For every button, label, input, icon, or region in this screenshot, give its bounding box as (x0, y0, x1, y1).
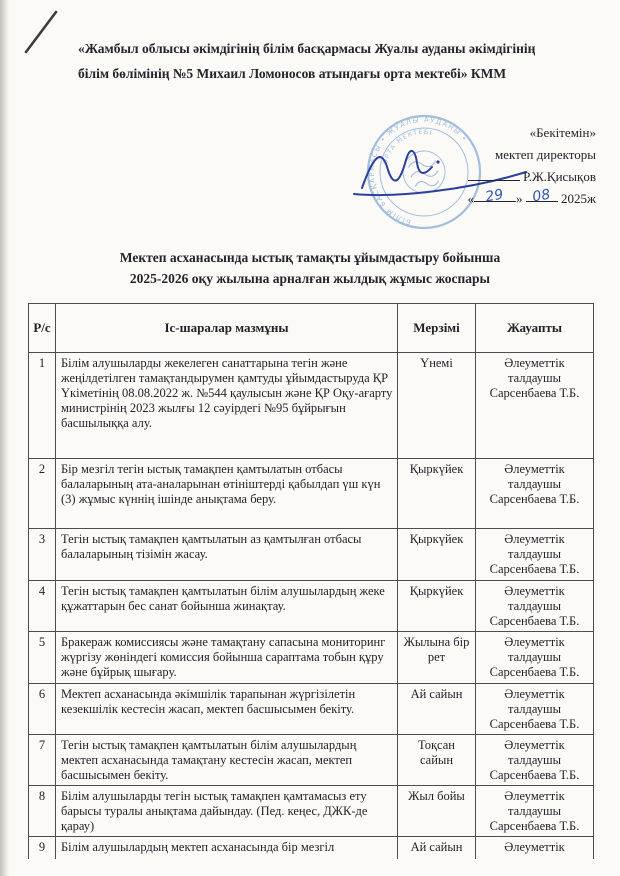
approval-block (346, 122, 596, 210)
document-title (0, 247, 620, 289)
term-cell: Жыл бойы (398, 786, 476, 837)
pen-slash-mark (14, 4, 74, 64)
activity-cell: Білім алушылардың мектеп асханасында бір мезгіл (56, 837, 398, 859)
activity-cell: Тегін ыстық тамақпен қамтылатын білім алушылардың жеке құжаттарын бес санат бойынша жинақтау. (56, 581, 398, 632)
date-quote-open: « (467, 191, 475, 206)
responsible-cell: Әлеуметтік талдаушы Сарсенбаева Т.Б. (476, 786, 594, 837)
row-number-cell: 9 (29, 837, 56, 859)
term-cell: Қыркүйек (398, 529, 476, 581)
date-month-blank (526, 186, 558, 206)
responsible-cell: Әлеуметтік талдаушы Сарсенбаева Т.Б. (476, 459, 594, 529)
director-name: Р.Ж.Қисықов (523, 169, 596, 184)
table-row (29, 837, 594, 859)
row-number-cell: 2 (29, 459, 56, 529)
term-cell: Тоқсан сайын (398, 735, 476, 786)
organization-header (78, 36, 584, 86)
document-title-line1: Мектеп асханасында ыстық тамақты ұйымдастыру бойынша (119, 250, 501, 265)
term-cell: Үнемі (398, 353, 476, 459)
approval-signature-line (346, 166, 596, 188)
row-number-cell: 5 (29, 632, 56, 684)
document-title-line2: 2025-2026 оқу жылына арналған жылдық жұмыс жоспары (129, 271, 491, 286)
header-row-number: Р/с (29, 304, 56, 353)
table-row (29, 353, 594, 459)
stamp-ring-text-inner: ОРТА МЕКТЕБІ (381, 128, 434, 166)
annual-plan-table (28, 303, 594, 859)
activity-cell: Тегін ыстық тамақпен қамтылатын білім алушылардың мектеп асханасында тамақтану кестесін жасап, мектеп басшысымен бекіту. (56, 735, 398, 786)
table-header-row (29, 304, 594, 353)
approval-date-line (346, 188, 596, 210)
row-number-cell: 1 (29, 353, 56, 459)
activity-cell: Білім алушыларды тегін ыстық тамақпен қамтамасыз ету барысы туралы анықтама дайындау. (Пед. кеңес, ДЖК-де қарау) (56, 786, 398, 837)
row-number-cell: 7 (29, 735, 56, 786)
table-row (29, 786, 594, 837)
row-number-cell: 8 (29, 786, 56, 837)
term-cell: Қыркүйек (398, 581, 476, 632)
handwritten-day: 29 (484, 186, 505, 206)
responsible-cell: Әлеуметтік талдаушы Сарсенбаева Т.Б. (476, 529, 594, 581)
activity-cell: Білім алушыларды жекелеген санаттарына тегін және жеңілдетілген тамақтандырумен қамтуды ұйымдастыруда ҚР Үкіметінің 08.08.2022 ж. №544 қаулысын және ҚР Оқу-ағарту министрінің 2023 жылғы 12 сәуірдегі №95 бұйрығын басшылыққа алу. (56, 353, 398, 459)
activity-cell: Мектеп асханасында әкімшілік тарапынан жүргізілетін кезекшілік кестесін жасап, мектеп басшысымен бекіту. (56, 684, 398, 735)
header-activity: Іс-шаралар мазмұны (56, 304, 398, 353)
row-number-cell: 6 (29, 684, 56, 735)
org-header-line2: білім бөлімінің №5 Михаил Ломоносов атындағы орта мектебі» КММ (78, 66, 507, 81)
approval-label: «Бекітемін» (529, 125, 596, 140)
responsible-cell: Әлеуметтік талдаушы Сарсенбаева Т.Б. (476, 581, 594, 632)
responsible-cell: Әлеуметтік (476, 837, 594, 859)
date-year: 2025ж (561, 191, 596, 206)
header-responsible: Жауапты (476, 304, 594, 353)
table-row (29, 581, 594, 632)
handwritten-month: 08 (531, 186, 552, 206)
term-cell: Жылына бір рет (398, 632, 476, 684)
header-term: Мерзімі (398, 304, 476, 353)
term-cell: Ай сайын (398, 684, 476, 735)
table-row (29, 735, 594, 786)
responsible-cell: Әлеуметтік талдаушы Сарсенбаева Т.Б. (476, 353, 594, 459)
activity-cell: Бракераж комиссиясы және тамақтану сапасына мониторинг жүргізу жөніндегі комиссия бойынша сараптама тобын құру және бұйрық шығару. (56, 632, 398, 684)
activity-cell: Тегін ыстық тамақпен қамтылатын аз қамтылған отбасы балаларының тізімін жасау. (56, 529, 398, 581)
activity-cell: Бір мезгіл тегін ыстық тамақпен қамтылатын отбасы балаларының ата-аналарынан өтініштерді қабылдап үш күн (3) жұмыс күннің ішінде анықтама беру. (56, 459, 398, 529)
responsible-cell: Әлеуметтік талдаушы Сарсенбаева Т.Б. (476, 684, 594, 735)
table-row (29, 459, 594, 529)
date-quote-close: » (516, 191, 523, 206)
row-number-cell: 3 (29, 529, 56, 581)
org-header-line1: «Жамбыл облысы әкімдігінің білім басқармасы Жуалы ауданы әкімдігінің (78, 41, 536, 56)
table-row (29, 632, 594, 684)
term-cell: Қыркүйек (398, 459, 476, 529)
table-row (29, 529, 594, 581)
plan-table-body (29, 353, 594, 859)
responsible-cell: Әлеуметтік талдаушы Сарсенбаева Т.Б. (476, 632, 594, 684)
approval-position: мектеп директоры (494, 147, 596, 162)
table-row (29, 684, 594, 735)
signature-blank (468, 168, 520, 181)
date-day-blank (474, 186, 516, 206)
row-number-cell: 4 (29, 581, 56, 632)
scan-page-edge-shadow (0, 0, 9, 876)
responsible-cell: Әлеуметтік талдаушы Сарсенбаева Т.Б. (476, 735, 594, 786)
stamp-ring-text-outer: БІЛІМ БАСҚАРМАСЫ • ЖУАЛЫ АУДАНЫ • (367, 115, 470, 227)
term-cell: Ай сайын (398, 837, 476, 859)
